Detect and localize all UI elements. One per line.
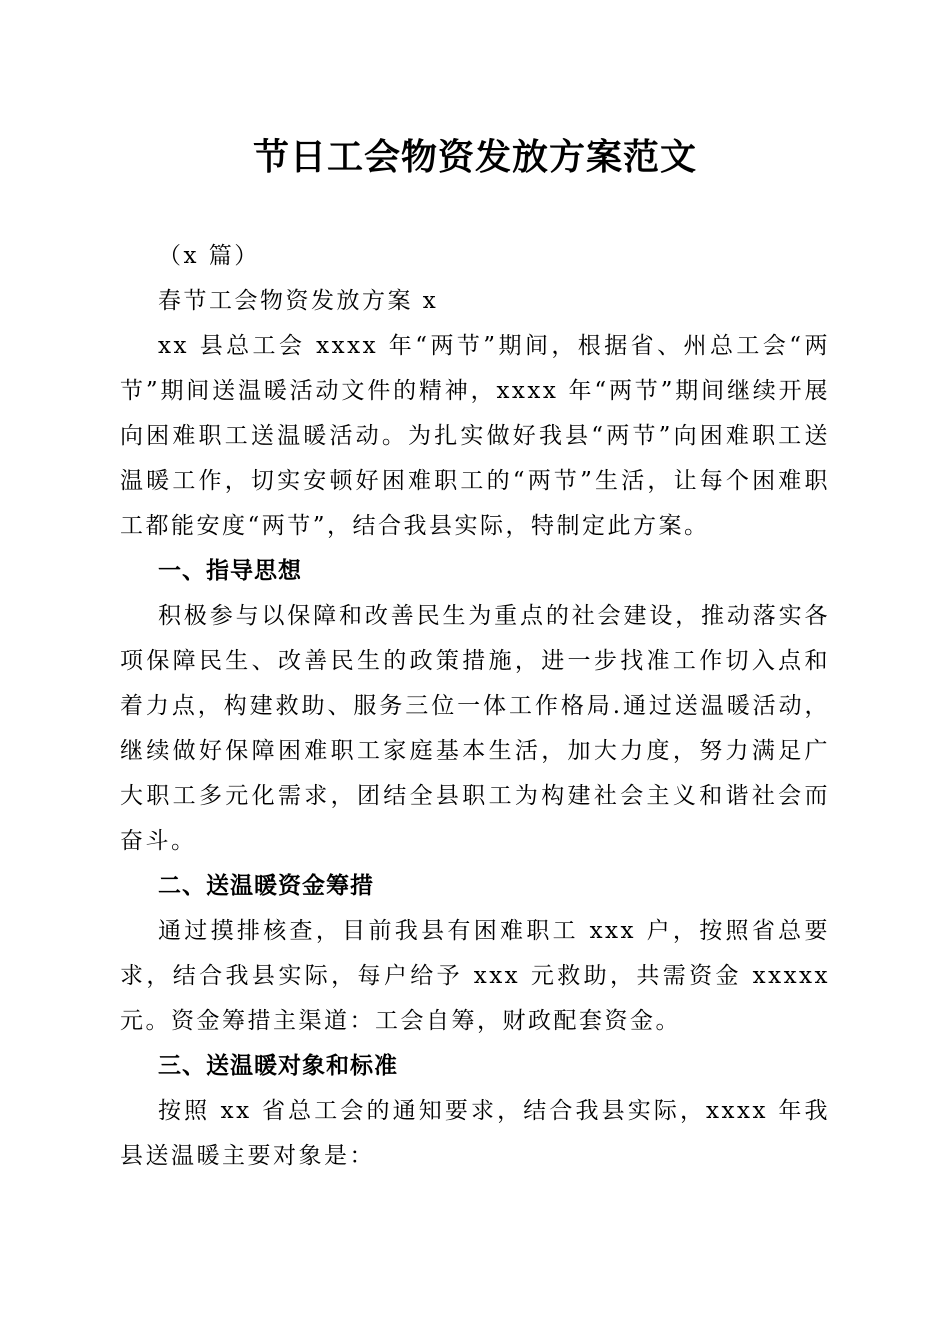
recipients-paragraph: 按照 xx 省总工会的通知要求，结合我县实际，xxxx 年我县送温暖主要对象是：	[120, 1098, 830, 1169]
plan-subtitle: 春节工会物资发放方案 x	[158, 288, 439, 314]
section-heading-funding: 二、送温暖资金筹措	[158, 873, 374, 899]
section-heading-recipients: 三、送温暖对象和标准	[158, 1053, 398, 1079]
intro-paragraph: xx 县总工会 xxxx 年“两节”期间，根据省、州总工会“两节”期间送温暖活动文件的精神，xxxx 年“两节”期间继续开展向困难职工送温暖活动。为扎实做好我县“两节”向困难职工送温暖工作，切实安顿好困难职工的“两节”生活，让每个困难职工都能安度“两节”，结合我县实际，特制定此方案。	[120, 333, 830, 539]
section-heading-guiding-ideology: 一、指导思想	[158, 558, 302, 584]
document-title: 节日工会物资发放方案范文	[252, 137, 697, 178]
article-count-line: （x 篇）	[158, 243, 260, 269]
funding-paragraph: 通过摸排核查，目前我县有困难职工 xxx 户，按照省总要求，结合我县实际，每户给予 xxx 元救助，共需资金 xxxxx 元。资金筹措主渠道：工会自筹，财政配套资金。	[120, 918, 830, 1034]
guiding-ideology-paragraph: 积极参与以保障和改善民生为重点的社会建设，推动落实各项保障民生、改善民生的政策措施，进一步找准工作切入点和着力点，构建救助、服务三位一体工作格局.通过送温暖活动，继续做好保障困难职工家庭基本生活，加大力度，努力满足广大职工多元化需求，团结全县职工为构建社会主义和谐社会而奋斗。	[120, 603, 830, 854]
